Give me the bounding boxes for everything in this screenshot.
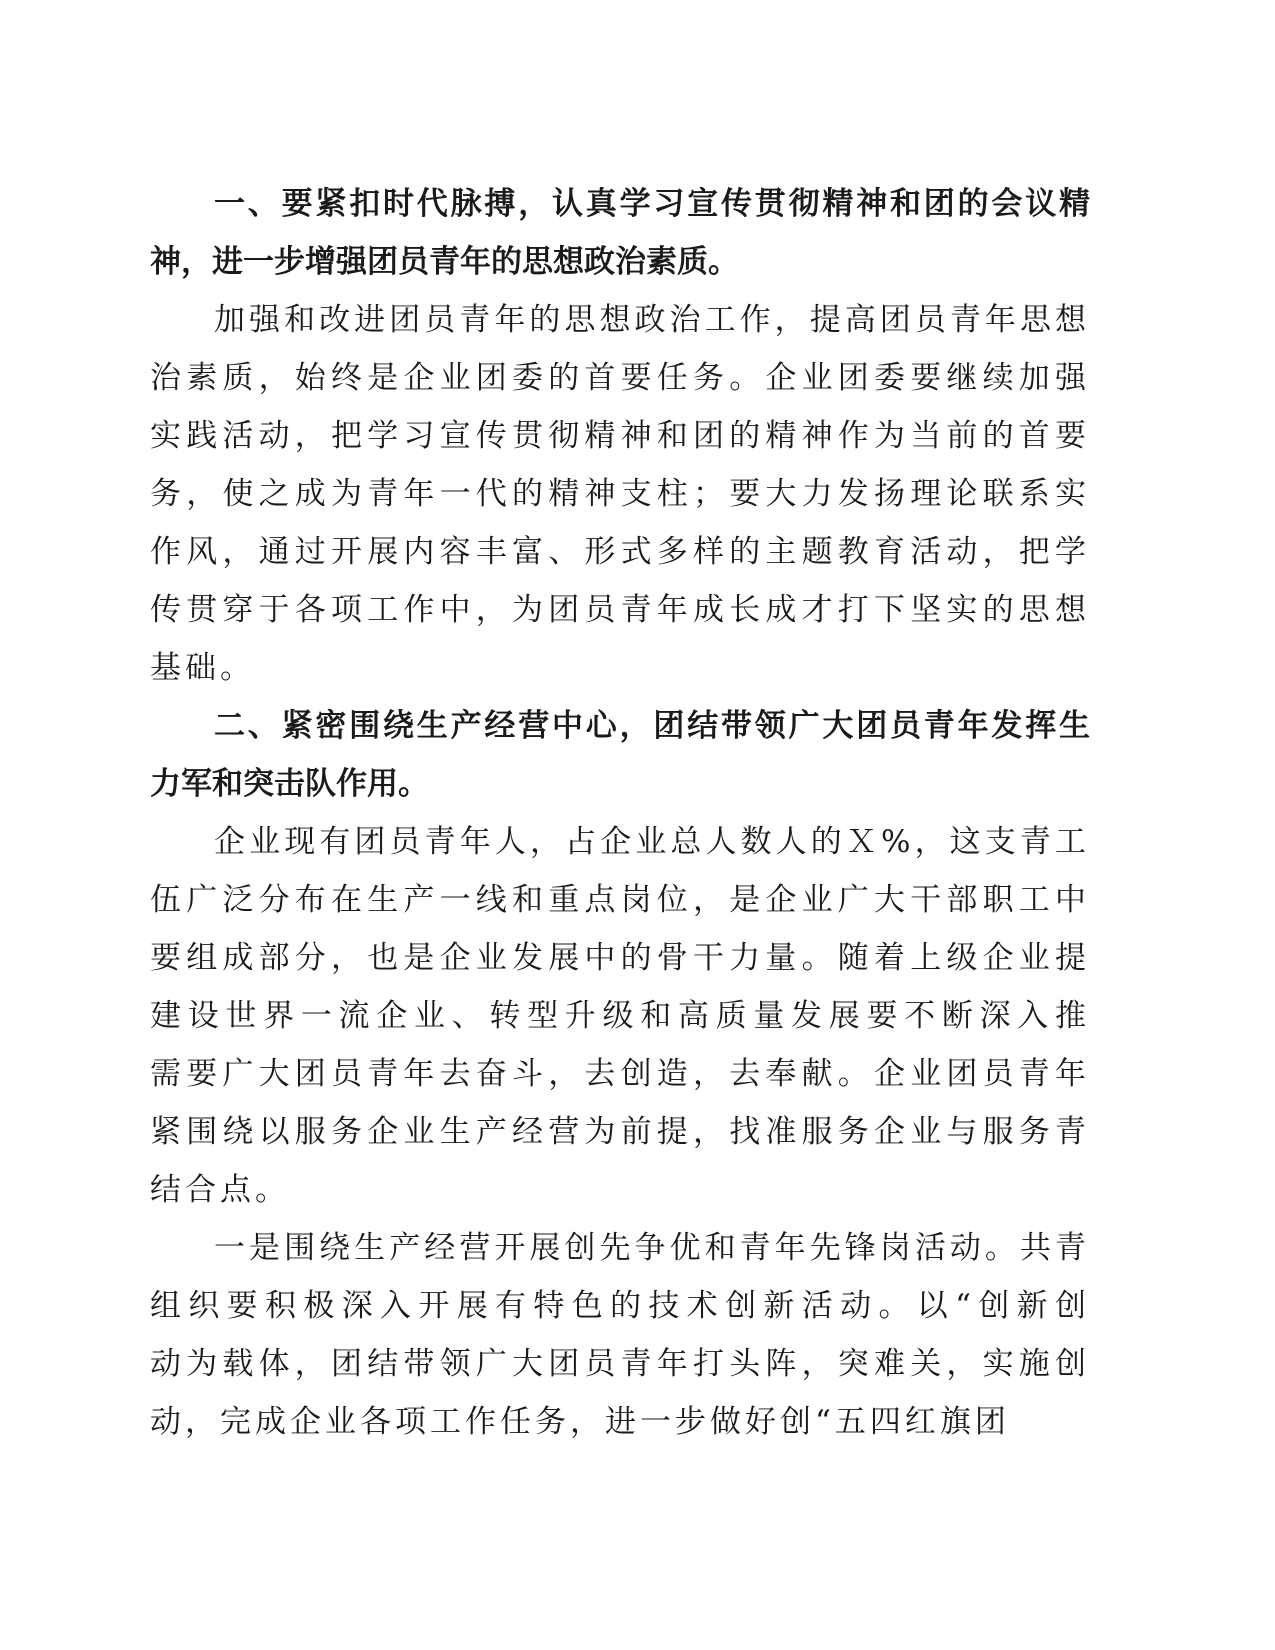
- document-page: [150, 175, 1090, 1451]
- section-heading: 二、紧密围绕生产经营中心，团结带领广大团员青年发挥生: [214, 708, 1090, 744]
- paragraph-line: 一是围绕生产经营开展创先争优和青年先锋岗活动。共青: [214, 1230, 1090, 1266]
- paragraph-line: 结合点。: [150, 1172, 290, 1208]
- paragraph-line: 动为载体，团结带领广大团员青年打头阵，突难关，实施创: [150, 1346, 1090, 1382]
- paragraph-line: 需要广大团员青年去奋斗，去创造，去奉献。企业团员青年: [150, 1056, 1090, 1092]
- paragraph-line: 紧围绕以服务企业生产经营为前提，找准服务企业与服务青: [150, 1114, 1090, 1150]
- paragraph-line: 治素质，始终是企业团委的首要任务。企业团委要继续加强: [150, 360, 1090, 396]
- section-heading: 一、要紧扣时代脉搏，认真学习宣传贯彻精神和团的会议精: [214, 186, 1090, 222]
- section-heading: 力军和突击队作用。: [150, 766, 429, 802]
- paragraph-line: 动，完成企业各项工作任务，进一步做好创“五四红旗团: [150, 1404, 1010, 1440]
- paragraph-line: 加强和改进团员青年的思想政治工作，提高团员青年思想: [214, 302, 1090, 338]
- paragraph-line: 企业现有团员青年人，占企业总人数人的Ｘ%，这支青工: [214, 824, 1090, 860]
- section-heading: 神，进一步增强团员青年的思想政治素质。: [150, 244, 739, 280]
- paragraph-line: 建设世界一流企业、转型升级和高质量发展要不断深入推: [150, 998, 1090, 1034]
- paragraph-line: 伍广泛分布在生产一线和重点岗位，是企业广大干部职工中: [150, 882, 1090, 918]
- paragraph-line: 作风，通过开展内容丰富、形式多样的主题教育活动，把学: [150, 534, 1090, 570]
- paragraph-line: 基础。: [150, 650, 255, 686]
- paragraph-line: 传贯穿于各项工作中，为团员青年成长成才打下坚实的思想: [150, 592, 1090, 628]
- paragraph-line: 实践活动，把学习宣传贯彻精神和团的精神作为当前的首要: [150, 418, 1090, 454]
- paragraph-line: 要组成部分，也是企业发展中的骨干力量。随着上级企业提: [150, 940, 1090, 976]
- paragraph-line: 组织要积极深入开展有特色的技术创新活动。以“创新创: [150, 1288, 1090, 1324]
- paragraph-line: 务，使之成为青年一代的精神支柱；要大力发扬理论联系实: [150, 476, 1090, 512]
